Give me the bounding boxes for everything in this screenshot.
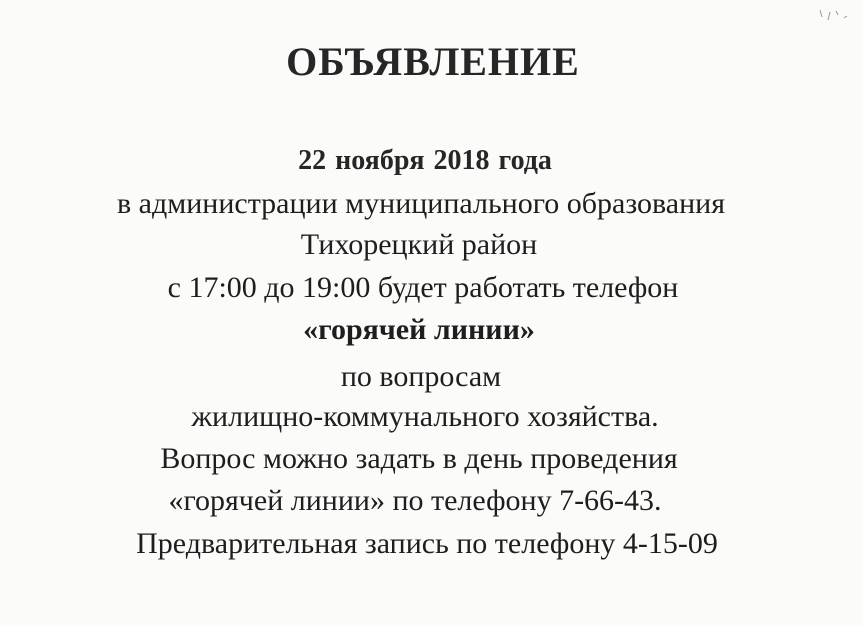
notice-line-location: в администрации муниципального образования [116, 187, 725, 220]
notice-title: ОБЪЯВЛЕНИЕ [286, 39, 580, 84]
notice-line-topic: жилищно-коммунального хозяйства. [191, 400, 659, 433]
notice-line-topic-intro: по вопросам [340, 360, 502, 393]
notice-line-hotline-phone: «горячей линии» по телефону 7-66-43. [168, 484, 662, 517]
scan-artifact-marks [816, 8, 852, 36]
notice-line-district: Тихорецкий район [300, 228, 538, 261]
notice-line-hotline: «горячей линии» [303, 313, 535, 346]
notice-date: 22 ноября 2018 года [298, 145, 552, 176]
notice-line-question-info: Вопрос можно задать в день проведения [160, 442, 678, 475]
notice-line-hours: с 17:00 до 19:00 будет работать телефон [167, 271, 679, 304]
notice-line-registration-phone: Предварительная запись по телефону 4-15-09 [136, 527, 718, 560]
